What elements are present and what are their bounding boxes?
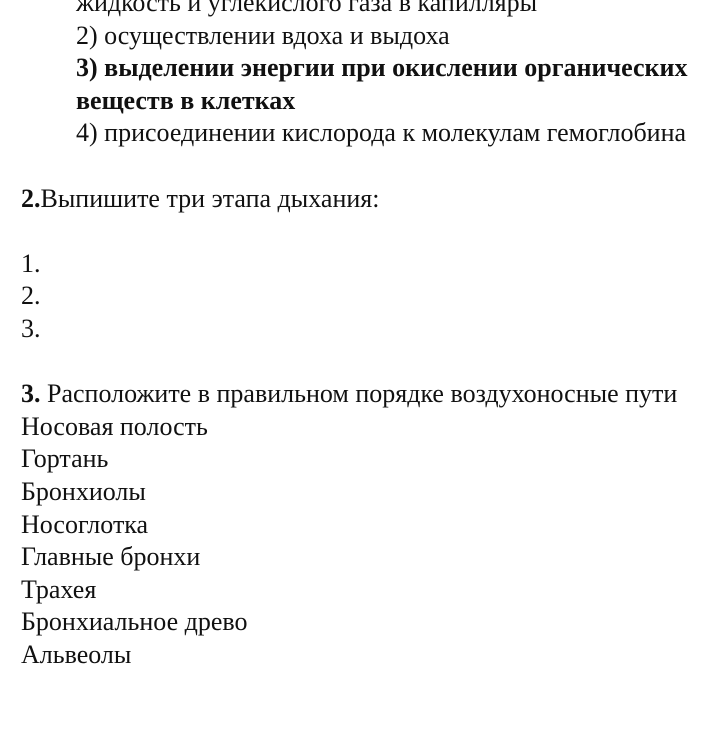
q3-question	[0, 378, 704, 411]
q3-list-item: Главные бронхи	[21, 542, 201, 572]
q1-option4: 4) присоединении кислорода к молекулам гемоглобина	[76, 118, 687, 148]
q2-answer-item: 2.	[21, 281, 41, 311]
q3-list-item: Трахея	[21, 574, 97, 604]
q1-option3-line1: 3) выделении энергии при окислении органических	[76, 53, 688, 83]
q1-option1-continuation: жидкость и углекислого газа в капилляры	[76, 0, 538, 17]
q3-list-item: Бронхиальное древо	[21, 607, 248, 637]
q1-option2: 2) осуществлении вдоха и выдоха	[76, 20, 450, 50]
q3-list-item: Бронхиолы	[21, 476, 146, 506]
q3-list-item: Гортань	[21, 444, 109, 474]
q3-list-item: Носоглотка	[21, 509, 149, 539]
q2-question	[0, 183, 704, 216]
spacer	[0, 215, 704, 248]
q3-list-item: Носовая полость	[21, 411, 208, 441]
q1-option3-line2: веществ в клетках	[76, 85, 296, 115]
q3-list-item: Альвеолы	[21, 639, 132, 669]
q2-number: 2.	[21, 183, 41, 213]
q2-answer-item: 3.	[21, 313, 41, 343]
q2-answer-item: 1.	[21, 248, 41, 278]
spacer	[0, 150, 704, 183]
q3-number: 3.	[21, 379, 41, 409]
q3-text: Расположите в правильном порядке воздухоносные пути	[40, 379, 678, 409]
spacer	[0, 346, 704, 379]
q2-text: Выпишите три этапа дыхания:	[40, 183, 380, 213]
